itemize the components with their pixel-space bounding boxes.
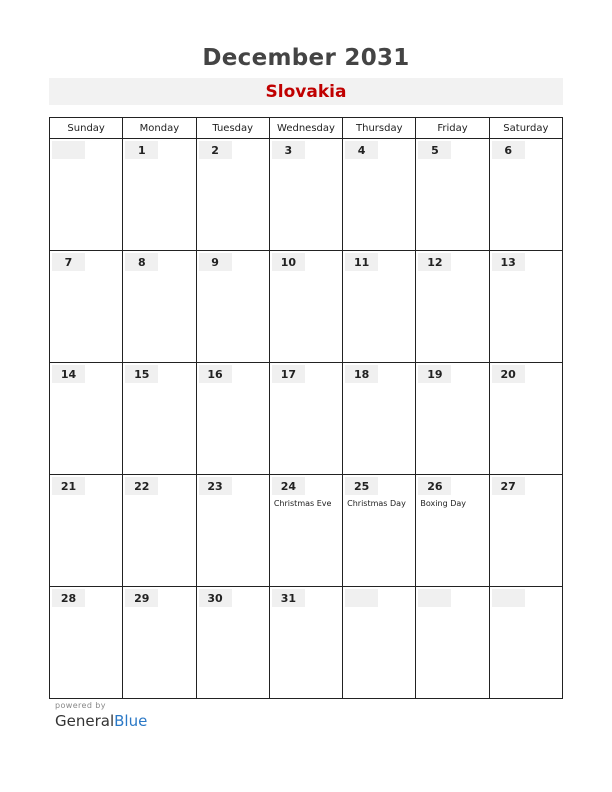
day-cell[interactable] [123, 587, 196, 699]
day-cell[interactable] [50, 139, 123, 251]
day-number: 5 [418, 141, 451, 159]
day-cell[interactable] [343, 475, 416, 587]
day-number: 10 [272, 253, 305, 271]
day-cell[interactable] [343, 363, 416, 475]
weekday-tuesday: Tuesday [196, 118, 269, 139]
day-number: 22 [125, 477, 158, 495]
day-number [52, 141, 85, 159]
week-row [50, 251, 563, 363]
day-cell[interactable] [50, 587, 123, 699]
calendar-grid [49, 117, 563, 699]
day-number: 12 [418, 253, 451, 271]
day-number [345, 589, 378, 607]
day-number: 23 [199, 477, 232, 495]
day-number: 14 [52, 365, 85, 383]
day-number: 20 [492, 365, 525, 383]
day-cell[interactable] [489, 251, 562, 363]
day-number: 7 [52, 253, 85, 271]
day-number: 4 [345, 141, 378, 159]
day-cell[interactable] [50, 251, 123, 363]
day-cell[interactable] [196, 251, 269, 363]
day-number: 21 [52, 477, 85, 495]
page-title: December 2031 [202, 45, 410, 71]
country-banner [49, 78, 563, 105]
day-number: 16 [199, 365, 232, 383]
day-cell[interactable] [123, 251, 196, 363]
day-number: 1 [125, 141, 158, 159]
week-row [50, 139, 563, 251]
weekday-sunday: Sunday [50, 118, 123, 139]
holiday-label: Christmas Eve [273, 499, 332, 508]
day-number: 13 [492, 253, 525, 271]
day-cell[interactable] [123, 475, 196, 587]
day-number [492, 589, 525, 607]
weekday-wednesday: Wednesday [269, 118, 342, 139]
day-cell[interactable] [269, 363, 342, 475]
weekday-saturday: Saturday [489, 118, 562, 139]
day-cell[interactable] [343, 139, 416, 251]
day-cell[interactable] [343, 587, 416, 699]
footer-branding [55, 701, 147, 730]
day-cell[interactable] [416, 587, 489, 699]
day-cell[interactable] [123, 363, 196, 475]
day-number: 18 [345, 365, 378, 383]
day-cell[interactable] [416, 475, 489, 587]
day-cell[interactable] [269, 139, 342, 251]
day-number: 8 [125, 253, 158, 271]
holiday-label: Boxing Day [420, 499, 466, 508]
week-row [50, 587, 563, 699]
day-cell[interactable] [196, 475, 269, 587]
holiday-label: Christmas Day [347, 499, 406, 508]
day-number: 30 [199, 589, 232, 607]
brand-general: General [55, 712, 115, 730]
day-number: 31 [272, 589, 305, 607]
day-number: 2 [199, 141, 232, 159]
day-cell[interactable] [416, 139, 489, 251]
day-cell[interactable] [343, 251, 416, 363]
weekday-monday: Monday [123, 118, 196, 139]
day-number: 17 [272, 365, 305, 383]
day-number [418, 589, 451, 607]
day-cell[interactable] [416, 363, 489, 475]
day-number: 24 [272, 477, 305, 495]
day-cell[interactable] [196, 587, 269, 699]
brand-logo[interactable] [55, 712, 147, 730]
day-number: 28 [52, 589, 85, 607]
day-cell[interactable] [50, 475, 123, 587]
weekday-thursday: Thursday [343, 118, 416, 139]
day-cell[interactable] [489, 587, 562, 699]
day-cell[interactable] [196, 139, 269, 251]
day-number: 26 [418, 477, 451, 495]
weekday-header-row [50, 118, 563, 139]
day-cell[interactable] [269, 251, 342, 363]
day-cell[interactable] [416, 251, 489, 363]
brand-blue: Blue [114, 712, 148, 730]
weekday-friday: Friday [416, 118, 489, 139]
day-cell[interactable] [489, 139, 562, 251]
country-name: Slovakia [265, 81, 347, 102]
day-cell[interactable] [269, 587, 342, 699]
day-cell[interactable] [489, 475, 562, 587]
day-number: 3 [272, 141, 305, 159]
day-number: 29 [125, 589, 158, 607]
day-cell[interactable] [123, 139, 196, 251]
day-number: 27 [492, 477, 525, 495]
day-number: 9 [199, 253, 232, 271]
day-cell[interactable] [269, 475, 342, 587]
powered-by-text: powered by [55, 701, 106, 710]
day-number: 25 [345, 477, 378, 495]
day-number: 11 [345, 253, 378, 271]
day-number: 15 [125, 365, 158, 383]
week-row [50, 475, 563, 587]
week-row [50, 363, 563, 475]
day-cell[interactable] [50, 363, 123, 475]
day-cell[interactable] [196, 363, 269, 475]
day-cell[interactable] [489, 363, 562, 475]
day-number: 6 [492, 141, 525, 159]
day-number: 19 [418, 365, 451, 383]
